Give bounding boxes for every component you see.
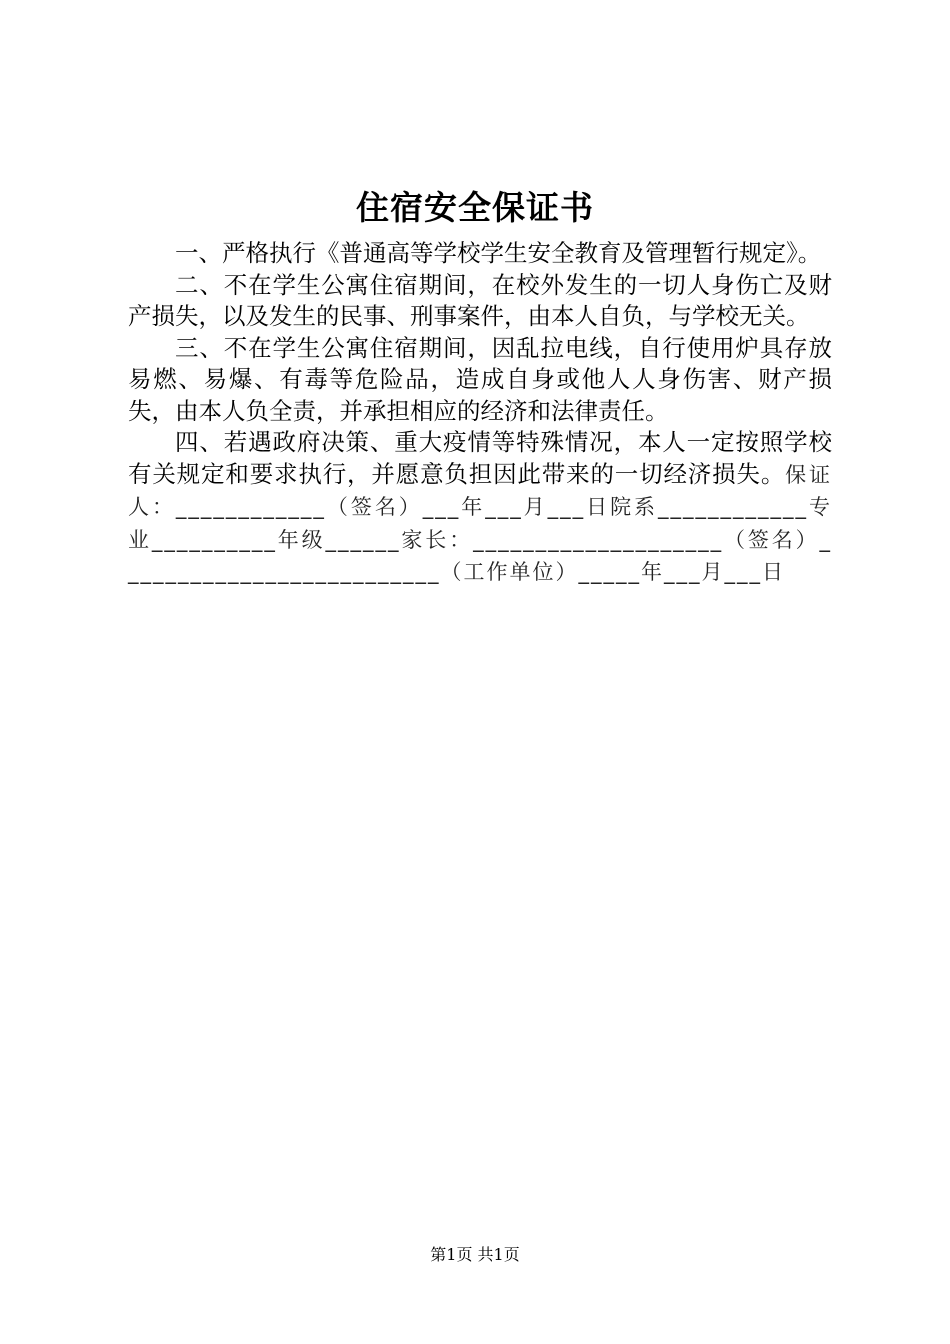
clause-4 xyxy=(128,427,832,589)
clause-3: 三、不在学生公寓住宿期间，因乱拉电线，自行使用炉具存放易燃、易爆、有毒等危险品，造成自身或他人人身伤害、财产损失，由本人负全责，并承担相应的经济和法律责任。 xyxy=(128,333,832,425)
signature-block: 保证人：____________（签名）___年___月___日院系____________专业__________年级______家长：____________________（签名）__________________________（工作单位）_____年___月___日 xyxy=(128,462,833,584)
clause-1: 一、严格执行《普通高等学校学生安全教育及管理暂行规定》。 xyxy=(175,239,822,267)
document-title: 住宿安全保证书 xyxy=(356,188,594,227)
clause-2: 二、不在学生公寓住宿期间，在校外发生的一切人身伤亡及财产损失，以及发生的民事、刑事案件，由本人自负，与学校无关。 xyxy=(128,270,832,330)
clause-4-text: 四、若遇政府决策、重大疫情等特殊情况，本人一定按照学校有关规定和要求执行，并愿意负担因此带来的一切经济损失。 xyxy=(128,428,832,488)
document-body xyxy=(128,238,832,589)
page-number-footer: 第1页 共1页 xyxy=(430,1245,520,1264)
